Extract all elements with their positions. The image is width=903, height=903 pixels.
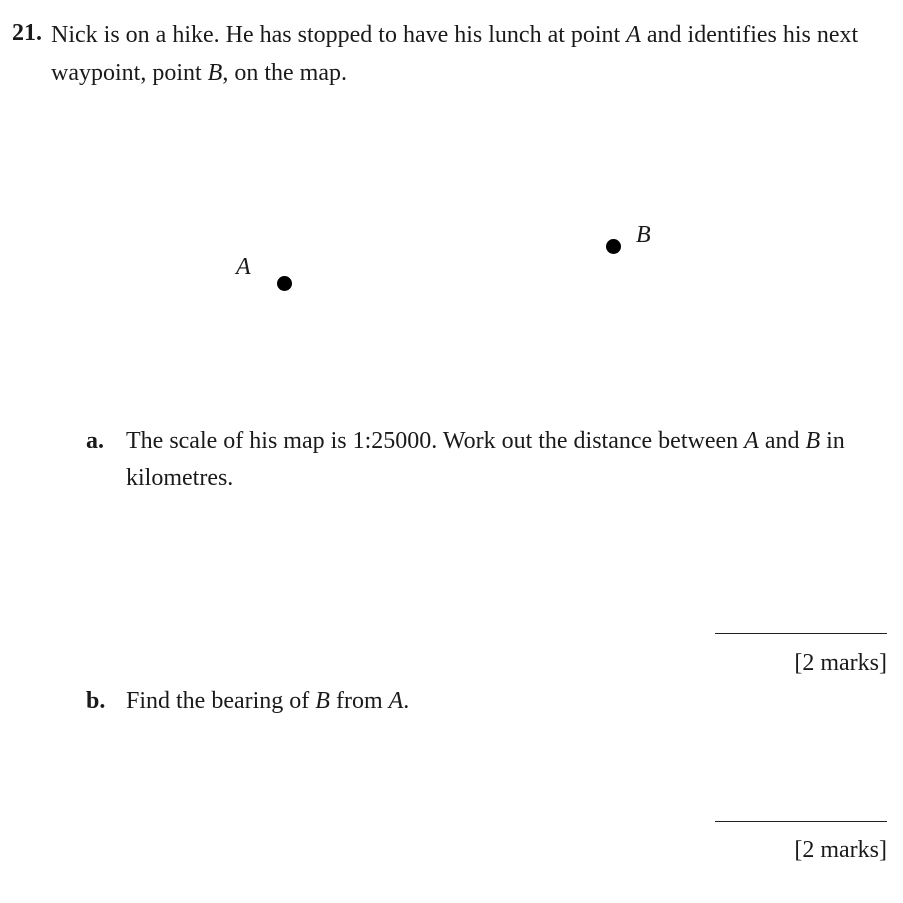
part-b-text-1: Find the bearing of: [126, 688, 316, 714]
part-a-answer-line[interactable]: [715, 633, 887, 634]
part-a-point-b: B: [805, 428, 821, 454]
stem-text-1: Nick is on a hike. He has stopped to have his lunch at point: [51, 22, 627, 48]
part-b-letter: b.: [86, 688, 106, 714]
part-a-text-3: in kilometres.: [126, 428, 845, 491]
part-b-marks: [2 marks]: [794, 837, 887, 863]
part-b-text-2: from: [329, 688, 389, 714]
point-b-label: B: [636, 222, 651, 248]
question-stem: [51, 16, 881, 92]
part-a-marks: [2 marks]: [794, 650, 887, 676]
part-b-point-b: B: [315, 688, 330, 714]
part-b-point-a: A: [388, 688, 404, 714]
part-b-text: [126, 683, 891, 720]
stem-point-a: A: [626, 22, 641, 48]
part-a-point-a: A: [744, 428, 759, 454]
part-a-letter: a.: [86, 428, 104, 454]
question-number: 21.: [12, 20, 42, 46]
stem-point-b: B: [207, 60, 223, 86]
point-b-dot: [606, 239, 621, 254]
part-a-text-1: The scale of his map is 1:25000. Work out the distance between: [126, 428, 745, 454]
part-b-answer-line[interactable]: [715, 821, 887, 822]
part-b-text-3: .: [403, 688, 410, 714]
stem-text-3: , on the map.: [222, 60, 347, 86]
part-a-text-2: and: [758, 428, 806, 454]
stem-text-2: and identifies his next waypoint, point: [51, 22, 859, 86]
point-a-label: A: [236, 254, 251, 280]
part-a-text: [126, 423, 891, 497]
point-a-dot: [277, 276, 292, 291]
